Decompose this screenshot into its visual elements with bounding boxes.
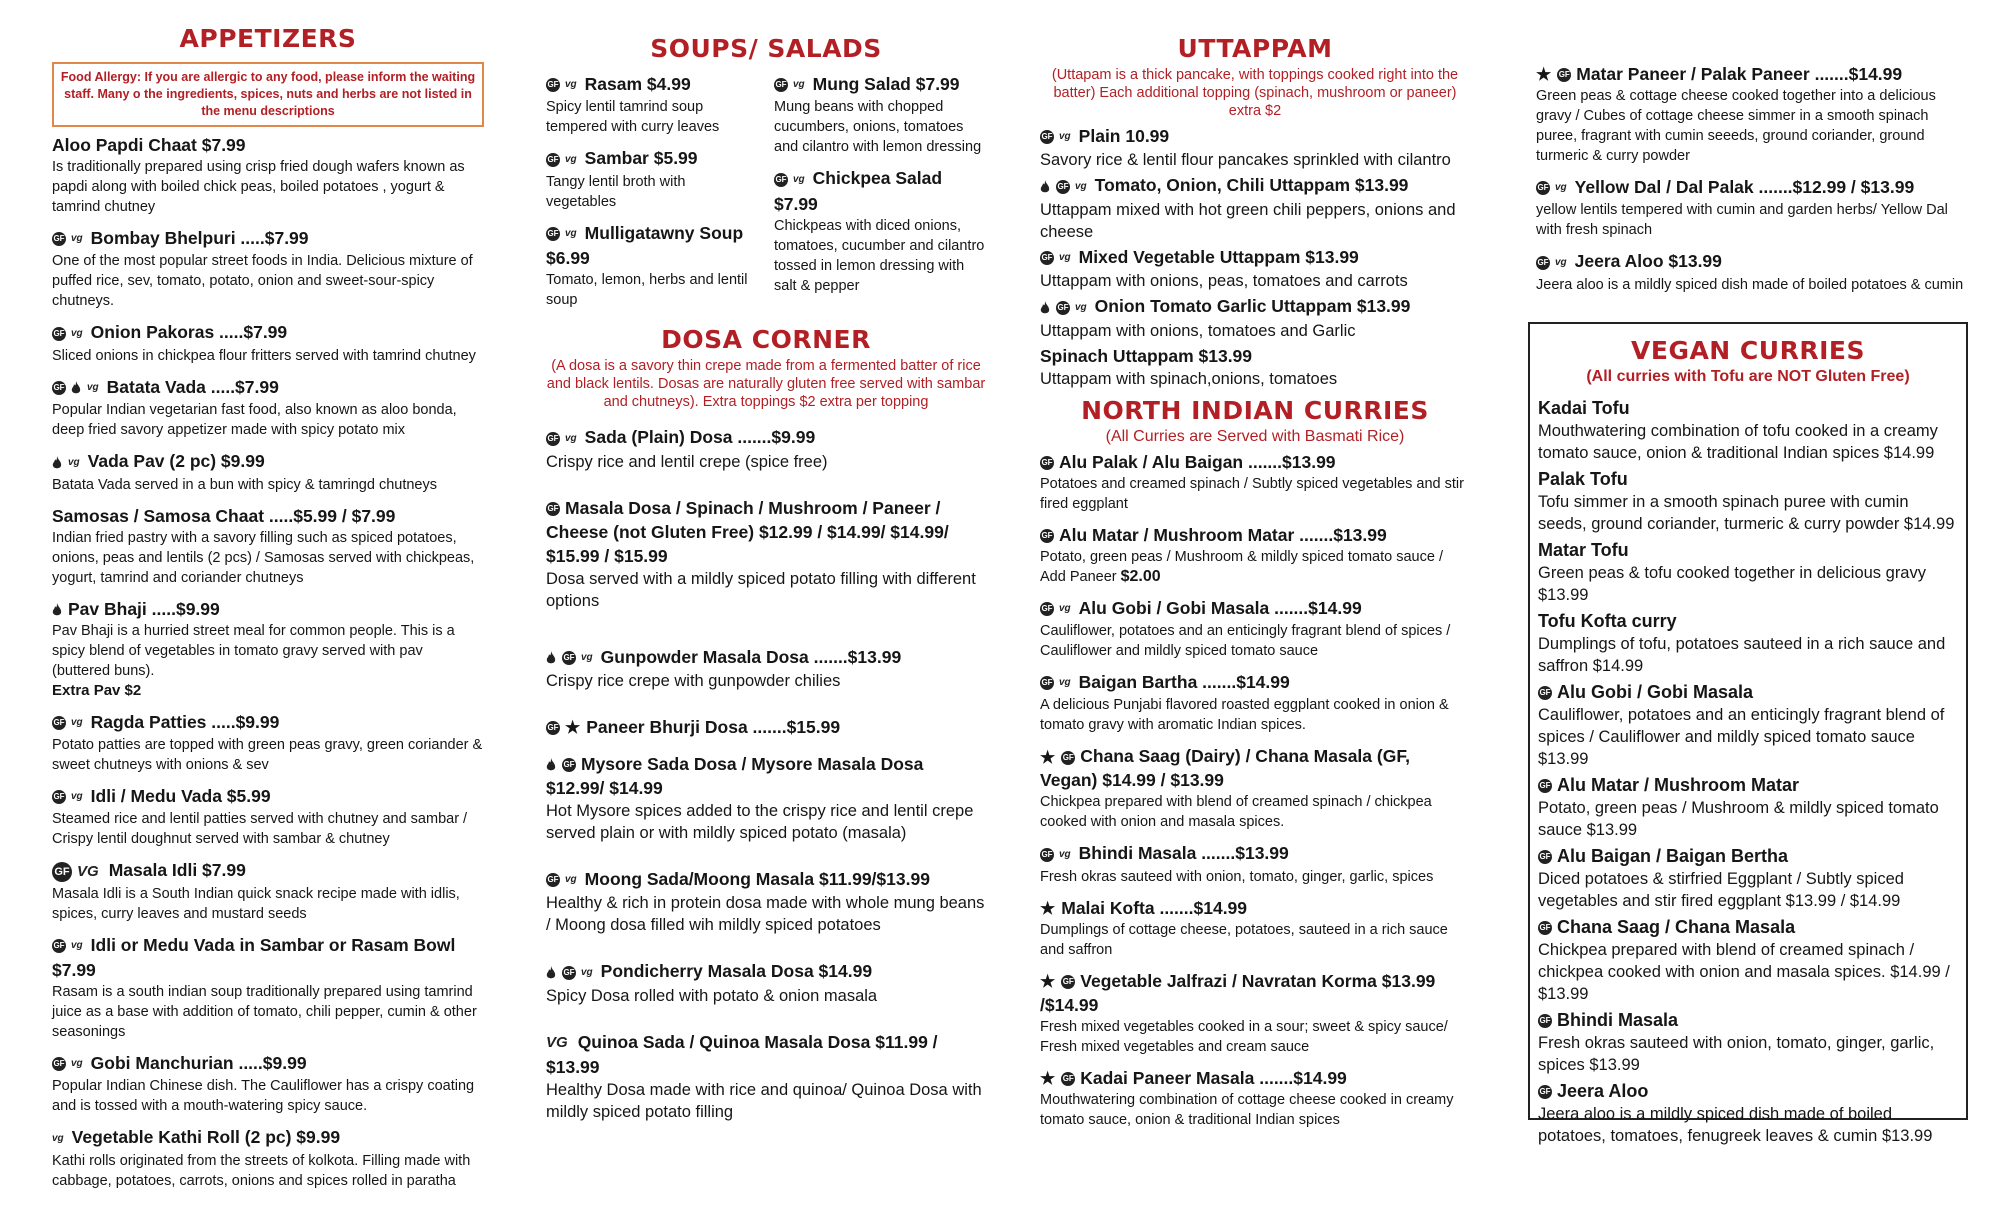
gluten-free-icon: GF	[546, 153, 560, 167]
item-desc: Fresh mixed vegetables cooked in a sour; sweet & spicy sauce/ Fresh mixed vegetables and cream sauce	[1040, 1018, 1448, 1055]
item-desc: Chickpea prepared with blend of creamed spinach / chickpea cooked with onion and masala spices. $14.99 / $13.99	[1538, 941, 1950, 1003]
vegan-icon: vg	[565, 874, 577, 886]
menu-item	[52, 710, 484, 775]
vegan-icon: vg	[71, 1058, 83, 1070]
menu-item	[1040, 344, 1470, 390]
vegan-icon: VG	[77, 862, 99, 880]
item-name: Pondicherry Masala Dosa $14.99	[600, 961, 873, 982]
item-name: Tomato, Onion, Chili Uttappam $13.99	[1094, 175, 1409, 196]
item-desc: Batata Vada served in a bun with spicy & tamringd chutneys	[52, 476, 438, 493]
item-desc: Tofu simmer in a smooth spinach puree with cumin seeds, ground coriander, turmeric & curry powder $14.99	[1538, 493, 1955, 533]
item-name: Sada (Plain) Dosa .......$9.99	[584, 427, 816, 448]
gluten-free-icon: GF	[546, 873, 560, 887]
item-desc: Popular Indian vegetarian fast food, also known as aloo bonda, deep fried savory appetizer made with spicy potato mix	[52, 402, 457, 439]
item-name: Gunpowder Masala Dosa .......$13.99	[600, 646, 902, 667]
item-name: Tofu Kofta curry	[1538, 611, 1677, 631]
chef-special-star-icon: ★	[1040, 1069, 1056, 1088]
menu-item	[1040, 124, 1470, 171]
item-name: Quinoa Sada / Quinoa Masala Dosa $11.99 / $13.99	[546, 1031, 938, 1077]
gluten-free-icon: GF	[52, 939, 66, 953]
item-name: Kadai Tofu	[1538, 398, 1630, 418]
gluten-free-icon: GF	[1538, 1014, 1552, 1028]
chef-special-star-icon: ★	[1040, 747, 1056, 767]
spicy-flame-icon	[71, 381, 81, 395]
menu-item	[1538, 1079, 1958, 1147]
item-name: Paneer Bhurji Dosa .......$15.99	[586, 716, 841, 737]
gluten-free-icon: GF	[1557, 68, 1571, 82]
gluten-free-icon: GF	[52, 716, 66, 730]
item-desc: Savory rice & lentil flour pancakes sprinkled with cilantro	[1040, 151, 1451, 170]
menu-item	[546, 221, 758, 310]
item-desc: Hot Mysore spices added to the crispy rice and lentil crepe served plain or with mildly spiced potato (masala)	[546, 801, 974, 842]
chef-special-star-icon: ★	[1536, 65, 1552, 85]
gluten-free-icon: GF	[1040, 456, 1054, 470]
menu-item	[1040, 896, 1470, 960]
menu-item	[52, 133, 484, 217]
item-name: Jeera Aloo $13.99	[1574, 251, 1722, 272]
menu-item	[1040, 294, 1470, 341]
item-name: Aloo Papdi Chaat $7.99	[52, 135, 246, 155]
item-desc: Is traditionally prepared using crisp fried dough wafers known as papdi along with boiled chick peas, boiled potatoes , yogurt & tamrind chutney	[52, 159, 465, 215]
item-name: Batata Vada .....$7.99	[106, 376, 279, 397]
vegan-icon: vg	[52, 1132, 64, 1144]
item-desc: Potato, green peas / Mushroom & mildly spiced tomato sauce $13.99	[1538, 799, 1939, 839]
menu-item	[546, 715, 986, 739]
item-desc: Uttappam with onions, peas, tomatoes and carrots	[1040, 272, 1408, 291]
item-name: Chana Saag / Chana Masala	[1557, 917, 1796, 937]
spicy-flame-icon	[52, 456, 62, 470]
item-name: Mulligatawny Soup $6.99	[546, 222, 744, 269]
item-desc: Healthy & rich in protein dosa made with whole mung beans / Moong dosa filled wih mildly spiced potatoes	[546, 894, 985, 935]
menu-item	[1538, 680, 1958, 770]
item-name: Malai Kofta .......$14.99	[1061, 897, 1248, 918]
menu-item	[52, 375, 484, 440]
item-name: Spinach Uttappam $13.99	[1040, 345, 1253, 366]
vegan-curries-box	[1528, 322, 1968, 1145]
menu-item	[1538, 538, 1958, 606]
item-name: Kadai Paneer Masala .......$14.99	[1080, 1067, 1347, 1088]
item-desc: yellow lentils tempered with cumin and garden herbs/ Yellow Dal with fresh spinach	[1536, 202, 1948, 239]
item-desc: Green peas & tofu cooked together in delicious gravy $13.99	[1538, 564, 1926, 604]
item-name: Alu Palak / Alu Baigan .......$13.99	[1059, 451, 1336, 472]
item-desc: Fresh okras sauteed with onion, tomato, ginger, garlic, spices	[1040, 868, 1434, 885]
item-name: Onion Tomato Garlic Uttappam $13.99	[1094, 296, 1411, 317]
item-name: Sambar $5.99	[584, 148, 698, 169]
item-desc: Mouthwatering combination of tofu cooked in a creamy tomato sauce, onion & traditional Indian spices $14.99	[1538, 422, 1938, 462]
gluten-free-icon: GF	[774, 173, 788, 187]
item-name: Bhindi Masala	[1557, 1010, 1679, 1030]
vegan-icon: vg	[1075, 180, 1087, 192]
menu-item	[1538, 609, 1958, 677]
north-indian-subtitle: (All Curries are Served with Basmati Rice)	[1105, 427, 1405, 445]
item-name: Mysore Sada Dosa / Mysore Masala Dosa $12.99/ $14.99	[546, 753, 924, 798]
item-name: Jeera Aloo	[1557, 1081, 1649, 1101]
menu-item	[774, 166, 986, 295]
menu-item	[546, 645, 986, 692]
gluten-free-icon: GF	[52, 381, 66, 395]
gluten-free-icon: GF	[774, 78, 788, 92]
gluten-free-icon: GF	[1040, 848, 1054, 862]
item-name: Ragda Patties .....$9.99	[90, 711, 280, 732]
menu-item	[52, 320, 484, 365]
item-desc: Pav Bhaji is a hurried street meal for common people. This is a spicy blend of vegetables in tomato gravy served with pav (buttered buns).	[52, 622, 455, 679]
chef-special-star-icon: ★	[1040, 899, 1056, 918]
item-desc: Mung beans with chopped cucumbers, onions, tomatoes and cilantro with lemon dressing	[774, 99, 982, 156]
appetizers-title: APPETIZERS	[179, 24, 357, 53]
item-extra: Extra Pav $2	[52, 681, 142, 699]
gluten-free-icon: GF	[1040, 676, 1054, 690]
gluten-free-icon: GF	[52, 862, 72, 882]
menu-item	[1040, 523, 1470, 587]
item-desc: Spicy lentil tamrind soup tempered with curry leaves	[546, 99, 720, 136]
item-desc: Masala Idli is a South Indian quick snack recipe made with idlis, spices, curry leaves and mustard seeds	[52, 885, 460, 922]
item-desc: Tomato, lemon, herbs and lentil soup	[546, 272, 748, 309]
item-name: Matar Paneer / Palak Paneer .......$14.99	[1576, 64, 1903, 84]
item-name: Vegetable Kathi Roll (2 pc) $9.99	[71, 1127, 341, 1148]
menu-item	[52, 449, 484, 494]
menu-item	[1040, 596, 1470, 661]
vegan-icon: vg	[1059, 131, 1071, 143]
vegan-icon: vg	[581, 966, 593, 978]
item-name: Baigan Bartha .......$14.99	[1078, 671, 1290, 692]
item-name: Bhindi Masala .......$13.99	[1078, 843, 1289, 864]
menu-item	[546, 867, 986, 936]
item-name: Chickpea Salad $7.99	[774, 168, 943, 214]
item-name: Palak Tofu	[1538, 469, 1628, 489]
uttappam-title: UTTAPPAM	[1177, 34, 1333, 63]
vegan-icon: vg	[793, 79, 805, 91]
soups-dosa-column	[546, 34, 986, 1132]
menu-item	[546, 146, 758, 211]
spicy-flame-icon	[546, 966, 556, 980]
vegan-icon: vg	[1075, 301, 1087, 313]
item-desc: Uttappam mixed with hot green chili peppers, onions and cheese	[1040, 200, 1456, 241]
item-desc: Jeera aloo is a mildly spiced dish made of boiled potatoes, tomatoes, fenugreek leaves & cumin $13.99	[1538, 1105, 1933, 1145]
gluten-free-icon: GF	[546, 502, 560, 516]
menu-item	[1538, 773, 1958, 841]
item-name: Idli or Medu Vada in Sambar or Rasam Bowl $7.99	[52, 934, 456, 980]
item-desc: Green peas & cottage cheese cooked together into a delicious gravy / Cubes of cottage cheese simmer in a smooth spinach puree, fragrant with cumin seeeds, ground coriander, ground turmeric & curry powder	[1536, 88, 1936, 164]
item-name: Samosas / Samosa Chaat .....$5.99 / $7.99	[52, 505, 396, 526]
item-name: Matar Tofu	[1538, 540, 1629, 560]
item-name: Moong Sada/Moong Masala $11.99/$13.99	[584, 868, 930, 889]
menu-item	[1040, 841, 1470, 886]
gluten-free-icon: GF	[52, 790, 66, 804]
item-desc: Kathi rolls originated from the streets of kolkota. Filling made with cabbage, potatoes, carrots, onions and spices rolled in paratha	[52, 1152, 471, 1189]
gluten-free-icon: GF	[52, 327, 66, 341]
vegan-icon: vg	[1059, 848, 1071, 860]
curries-continued-column	[1536, 62, 1966, 304]
menu-item	[1538, 915, 1958, 1005]
gluten-free-icon: GF	[1056, 180, 1070, 194]
uttappam-subtitle: (Uttapam is a thick pancake, with toppings cooked right into the batter) Each additional topping (spinach, mushroom or paneer) extra $2	[1051, 67, 1459, 119]
gluten-free-icon: GF	[1536, 181, 1550, 195]
vegan-icon: vg	[565, 79, 577, 91]
item-name: Idli / Medu Vada $5.99	[90, 785, 271, 806]
item-desc: Mouthwatering combination of cottage cheese cooked in creamy tomato sauce, onion & traditional Indian spices	[1040, 1091, 1454, 1128]
item-desc: Dumplings of cottage cheese, potatoes, sauteed in a rich sauce and saffron	[1040, 921, 1448, 958]
item-desc: Crispy rice crepe with gunpowder chilies	[546, 671, 841, 690]
item-name: Masala Idli $7.99	[108, 860, 246, 881]
menu-item	[52, 1051, 484, 1116]
item-desc: Uttappam with spinach,onions, tomatoes	[1040, 369, 1338, 388]
menu-item	[1040, 450, 1470, 514]
item-extra: $2.00	[1120, 567, 1161, 585]
menu-item	[1040, 245, 1470, 292]
spicy-flame-icon	[1040, 301, 1050, 315]
item-desc: Uttappam with onions, tomatoes and Garlic	[1040, 321, 1356, 340]
item-desc: Dosa served with a mildly spiced potato filling with different options	[546, 569, 976, 610]
menu-item	[546, 425, 986, 472]
menu-item	[1538, 844, 1958, 912]
menu-item	[1538, 467, 1958, 535]
vegan-icon: vg	[71, 791, 83, 803]
item-desc: Potatoes and creamed spinach / Subtly spiced vegetables and stir fired eggplant	[1040, 475, 1464, 512]
gluten-free-icon: GF	[562, 758, 576, 772]
item-name: Mung Salad $7.99	[812, 74, 960, 94]
menu-item	[546, 752, 986, 844]
vegan-icon: vg	[87, 382, 99, 394]
item-name: Alu Gobi / Gobi Masala	[1557, 682, 1754, 702]
menu-item	[52, 933, 484, 1042]
item-name: Rasam $4.99	[584, 74, 691, 94]
item-desc: Potato, green peas / Mushroom & mildly spiced tomato sauce / Add Paneer	[1040, 548, 1443, 585]
menu-item	[52, 858, 484, 923]
item-name: Alu Matar / Mushroom Matar	[1557, 775, 1800, 795]
item-desc: Healthy Dosa made with rice and quinoa/ Quinoa Dosa with mildly spiced potato filling	[546, 1081, 982, 1121]
item-desc: Cauliflower, potatoes and an enticingly fragrant blend of spices / Cauliflower and mildly spiced tomato sauce	[1040, 622, 1451, 659]
vegan-icon: vg	[71, 233, 83, 245]
item-desc: A delicious Punjabi flavored roasted eggplant cooked in onion & tomato gravy with aromatic Indian spices.	[1040, 697, 1449, 734]
item-desc: One of the most popular street foods in India. Delicious mixture of puffed rice, sev, tomato, potato, onion and sweet-sour-spicy chutneys.	[52, 253, 473, 310]
vegan-icon: vg	[68, 456, 80, 468]
vegan-icon: vg	[1555, 182, 1567, 194]
chef-special-star-icon: ★	[1040, 972, 1056, 991]
spicy-flame-icon	[546, 758, 556, 772]
menu-item	[1040, 670, 1470, 735]
menu-item	[1040, 173, 1470, 242]
item-name: Onion Pakoras .....$7.99	[90, 322, 288, 343]
vegan-icon: vg	[71, 327, 83, 339]
vegan-icon: vg	[565, 153, 577, 165]
menu-item	[52, 1125, 484, 1190]
item-desc: Chickpea prepared with blend of creamed spinach / chickpea cooked with onion and masala spices.	[1040, 794, 1432, 831]
gluten-free-icon: GF	[546, 227, 560, 241]
dosa-subtitle: (A dosa is a savory thin crepe made from a fermented batter of rice and black lentils. Dosas are naturally gluten free served with sambar and chutneys). Extra toppings $2 extra per topping	[546, 358, 986, 411]
gluten-free-icon: GF	[1538, 779, 1552, 793]
gluten-free-icon: GF	[546, 432, 560, 446]
item-desc: Chickpeas with diced onions, tomatoes, cucumber and cilantro tossed in lemon dressing with salt & pepper	[774, 217, 985, 294]
menu-item	[1536, 62, 1966, 166]
gluten-free-icon: GF	[1056, 301, 1070, 315]
item-desc: Cauliflower, potatoes and an enticingly fragrant blend of spices / Cauliflower and mildly spiced tomato sauce $13.99	[1538, 706, 1945, 768]
north-indian-title: NORTH INDIAN CURRIES	[1081, 395, 1429, 425]
spicy-flame-icon	[1040, 180, 1050, 194]
gluten-free-icon: GF	[1061, 975, 1075, 989]
item-name: Alu Gobi / Gobi Masala .......$14.99	[1078, 597, 1362, 618]
menu-item	[1040, 744, 1470, 832]
item-name: Alu Matar / Mushroom Matar .......$13.99	[1059, 524, 1387, 545]
item-desc: Crispy rice and lentil crepe (spice free)	[546, 452, 828, 471]
chef-special-star-icon: ★	[565, 718, 581, 738]
menu-item	[546, 496, 986, 612]
menu-item	[1040, 969, 1470, 1057]
appetizers-column	[52, 24, 484, 1200]
item-desc: Steamed rice and lentil patties served with chutney and sambar / Crispy lentil doughnut served with sambar & chutney	[52, 811, 468, 848]
soups-title: SOUPS/ SALADS	[650, 34, 882, 63]
menu-item	[52, 597, 484, 701]
item-name: Gobi Manchurian .....$9.99	[90, 1053, 307, 1073]
vegan-icon: vg	[71, 716, 83, 728]
item-desc: Popular Indian Chinese dish. The Cauliflower has a crispy coating and is tossed with a mouth-watering spicy sauce.	[52, 1078, 475, 1115]
item-desc: Dumplings of tofu, potatoes sauteed in a rich sauce and saffron $14.99	[1538, 635, 1946, 675]
vegan-icon: vg	[565, 432, 577, 444]
menu-item	[1538, 1008, 1958, 1076]
gluten-free-icon: GF	[1538, 1085, 1552, 1099]
item-desc: Indian fried pastry with a savory filling such as spiced potatoes, onions, peas and lentils (2 pcs) / Samosas served with chickpeas, yogurt, tamrind and coriander chutneys	[52, 529, 475, 586]
item-name: Pav Bhaji .....$9.99	[68, 598, 220, 619]
item-name: Mixed Vegetable Uttappam $13.99	[1078, 246, 1359, 267]
item-name: Vada Pav (2 pc) $9.99	[87, 451, 265, 472]
gluten-free-icon: GF	[1061, 1072, 1075, 1086]
item-desc: Tangy lentil broth with vegetables	[546, 173, 686, 210]
item-name: Vegetable Jalfrazi / Navratan Korma $13.99 /$14.99	[1040, 970, 1436, 1015]
menu-item	[1536, 175, 1966, 240]
item-desc: Sliced onions in chickpea flour fritters served with tamrind chutney	[52, 347, 476, 364]
item-name: Yellow Dal / Dal Palak .......$12.99 / $13.99	[1574, 177, 1915, 197]
item-name: Chana Saag (Dairy) / Chana Masala (GF, Vegan) $14.99 / $13.99	[1040, 746, 1410, 791]
soups-grid	[546, 72, 986, 319]
item-desc: Spicy Dosa rolled with potato & onion masala	[546, 986, 878, 1005]
menu-item	[1536, 249, 1966, 294]
gluten-free-icon: GF	[52, 232, 66, 246]
gluten-free-icon: GF	[1040, 130, 1054, 144]
vegan-title: VEGAN CURRIES	[1631, 336, 1865, 365]
vegan-subtitle: (All curries with Tofu are NOT Gluten Free)	[1586, 368, 1910, 385]
gluten-free-icon: GF	[1538, 686, 1552, 700]
gluten-free-icon: GF	[562, 966, 576, 980]
item-desc: Jeera aloo is a mildly spiced dish made of boiled potatoes & cumin	[1536, 276, 1964, 293]
menu-item	[546, 1030, 986, 1123]
vegan-icon: vg	[1059, 602, 1071, 614]
item-name: Masala Dosa / Spinach / Mushroom / Paneer / Cheese (not Gluten Free) $12.99 / $14.99/ $14.99/ $15.99 / $15.99	[546, 497, 949, 566]
vegan-icon: vg	[581, 651, 593, 663]
menu-item	[546, 959, 986, 1006]
uttappam-curries-column	[1040, 34, 1470, 1139]
item-name: Plain 10.99	[1078, 126, 1170, 146]
vegan-icon: vg	[71, 940, 83, 951]
vegan-icon: VG	[546, 1034, 568, 1051]
vegan-icon: vg	[1059, 677, 1071, 689]
item-desc: Rasam is a south indian soup traditionally prepared using tamrind juice as a base with addition of tomato, chili pepper, cumin & other seasonings	[52, 984, 477, 1040]
menu-item	[1040, 1066, 1470, 1130]
spicy-flame-icon	[52, 603, 62, 617]
allergy-notice: Food Allergy: If you are allergic to any food, please inform the waiting staff. Many o the ingredients, spices, nuts and herbs are not listed in the menu descriptions	[52, 62, 484, 127]
item-name: Alu Baigan / Baigan Bertha	[1557, 846, 1789, 866]
item-desc: Potato patties are topped with green peas gravy, green coriander & sweet chutneys with onions & sev	[52, 736, 483, 773]
gluten-free-icon: GF	[1040, 529, 1054, 543]
menu-item	[774, 72, 986, 157]
gluten-free-icon: GF	[546, 721, 560, 735]
gluten-free-icon: GF	[52, 1057, 66, 1071]
menu-item	[52, 504, 484, 588]
menu-item	[52, 226, 484, 311]
gluten-free-icon: GF	[546, 78, 560, 92]
gluten-free-icon: GF	[1536, 256, 1550, 270]
gluten-free-icon: GF	[1061, 751, 1075, 765]
gluten-free-icon: GF	[1538, 921, 1552, 935]
vegan-icon: vg	[793, 173, 805, 185]
soups-right	[774, 72, 986, 319]
item-name: Bombay Bhelpuri .....$7.99	[90, 228, 309, 248]
menu-item	[1538, 396, 1958, 464]
item-desc: Fresh okras sauteed with onion, tomato, ginger, garlic, spices $13.99	[1538, 1034, 1935, 1074]
dosa-title: DOSA CORNER	[661, 325, 871, 355]
vegan-icon: vg	[1059, 252, 1071, 264]
menu-item	[546, 72, 758, 137]
vegan-icon: vg	[1555, 256, 1567, 268]
spicy-flame-icon	[546, 651, 556, 665]
gluten-free-icon: GF	[562, 651, 576, 665]
vegan-icon: vg	[565, 228, 577, 240]
menu-item	[52, 784, 484, 849]
gluten-free-icon: GF	[1538, 850, 1552, 864]
item-desc: Diced potatoes & stirfried Eggplant / Subtly spiced vegetables and stir fired eggplant $13.99 / $14.99	[1538, 870, 1904, 910]
gluten-free-icon: GF	[1040, 602, 1054, 616]
gluten-free-icon: GF	[1040, 251, 1054, 265]
soups-left	[546, 72, 758, 319]
